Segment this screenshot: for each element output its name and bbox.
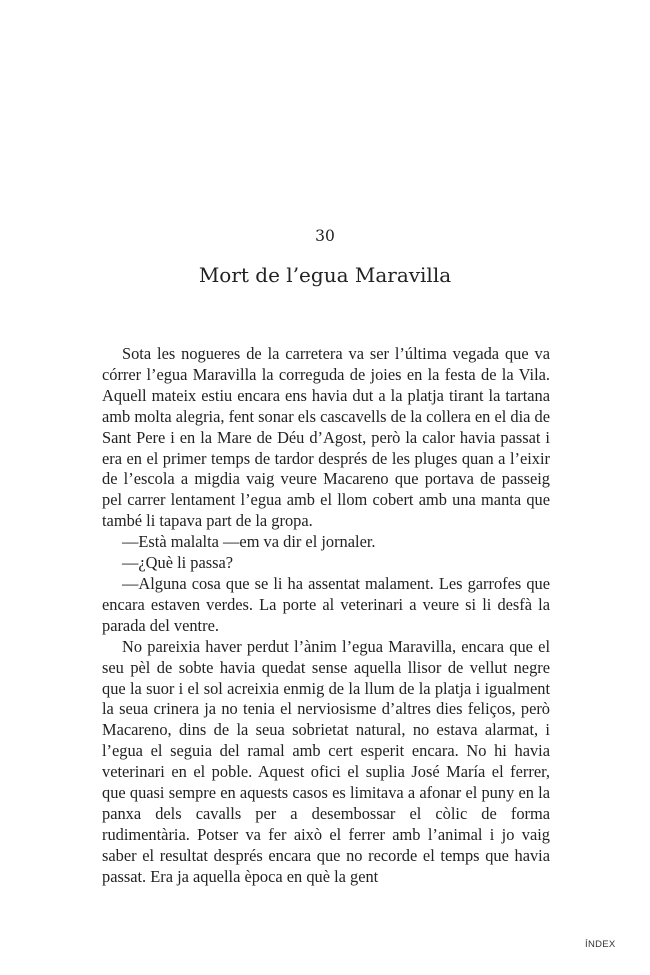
paragraph: —¿Què li passa? [122, 553, 234, 573]
paragraph: —Alguna cosa que se li ha assentat malament. Les garrofes que encara estaven verdes. La porte al veterinari a veure si li desfà la parada del ventre. [102, 573, 550, 635]
paragraph: —Està malalta —em va dir el jornaler. [122, 532, 376, 552]
chapter-body [102, 344, 550, 888]
chapter-number: 30 [315, 227, 335, 245]
paragraph: Sota les nogueres de la carretera va ser l’última vegada que va córrer l’egua Maravilla la correguda de joies en la festa de la Vila. Aquell mateix estiu encara ens havia dut a la platja tirant la tartana amb molta alegria, fent sonar els cascavells de la collera en el dia de Sant Pere i en la Mare de Déu d’Agost, però la calor havia passat i era en el primer temps de tardor després de les pluges quan a l’eixir de l’escola a migdia vaig veure Macareno que portava de passeig pel carrer lentament l’egua amb el llom cobert amb una manta que també li tapava part de la gropa. [102, 344, 550, 531]
paragraph: No pareixia haver perdut l’ànim l’egua Maravilla, encara que el seu pèl de sobte havia quedat sense aquella llisor de vellut negre que la suor i el sol acreixia enmig de la llum de la platja i igualment la seua crinera ja no tenia el nerviosisme d’altres dies feliços, però Macareno, dins de la seua sobrietat natural, no estava alarmat, i l’egua el seguia del ramal amb cert esperit encara. No hi havia veterinari en el poble. Aquest ofici el suplia José María el ferrer, que quasi sempre en aquests casos es limitava a afonar el puny en la panxa dels cavalls per a desembossar el còlic de forma rudimentària. Potser va fer això el ferrer amb l’animal i jo vaig saber el resultat després encara que no recorde el temps que havia passat. Era ja aquella època en què la gent [102, 636, 550, 886]
index-link[interactable]: ÍNDEX [585, 939, 616, 950]
chapter-title: Mort de l’egua Maravilla [198, 263, 452, 287]
